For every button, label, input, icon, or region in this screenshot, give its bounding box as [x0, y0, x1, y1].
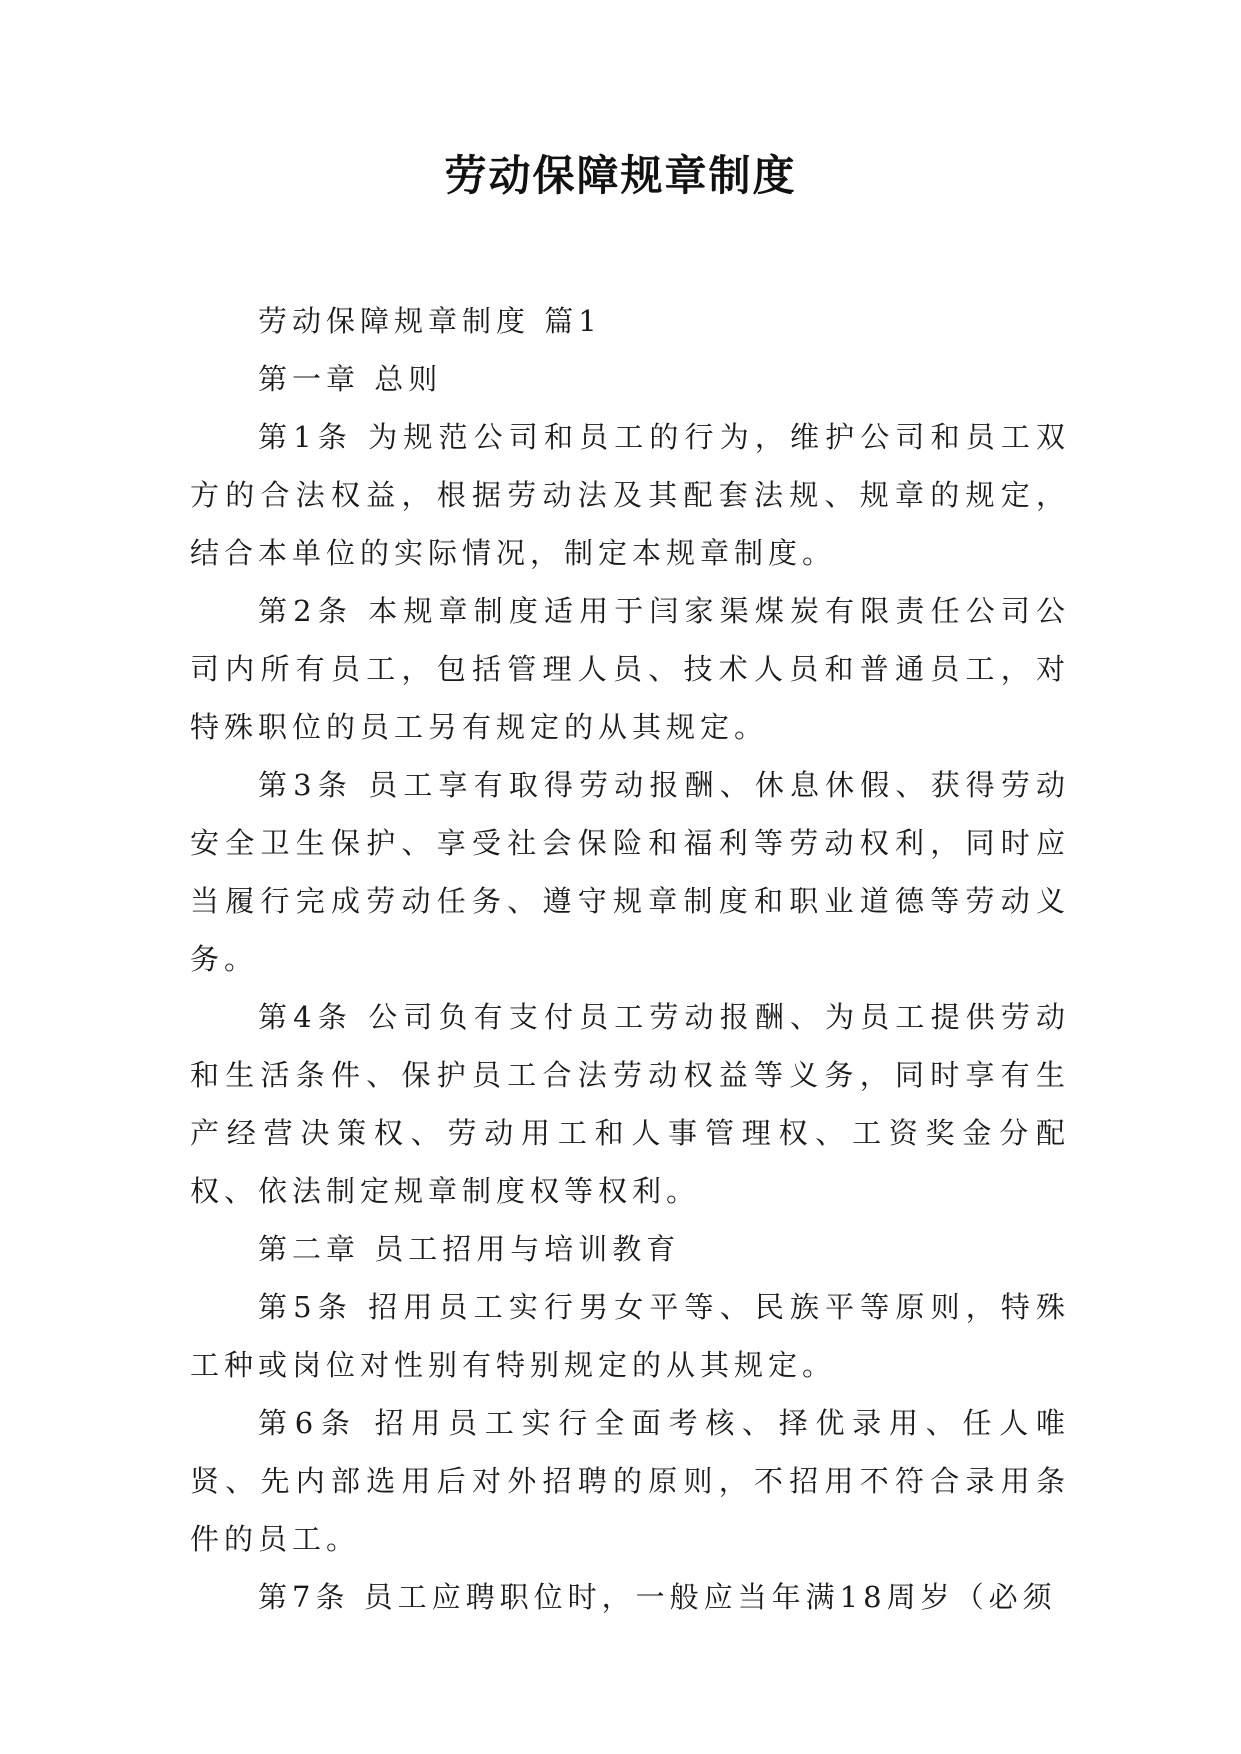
article-paragraph: 第2条 本规章制度适用于闫家渠煤炭有限责任公司公司内所有员工，包括管理人员、技术人员和普通员工，对特殊职位的员工另有规定的从其规定。	[190, 594, 1070, 744]
article-paragraph: 第3条 员工享有取得劳动报酬、休息休假、获得劳动安全卫生保护、享受社会保险和福利等劳动权利，同时应当履行完成劳动任务、遵守规章制度和职业道德等劳动义务。	[190, 768, 1070, 976]
article-paragraph: 第7条 员工应聘职位时，一般应当年满18周岁（必须	[258, 1580, 1057, 1614]
section-heading: 劳动保障规章制度 篇1	[258, 304, 602, 338]
document-title: 劳动保障规章制度	[444, 151, 797, 200]
article-paragraph: 第4条 公司负有支付员工劳动报酬、为员工提供劳动和生活条件、保护员工合法劳动权益等义务，同时享有生产经营决策权、劳动用工和人事管理权、工资奖金分配权、依法制定规章制度权等权利。	[190, 1000, 1070, 1208]
article-paragraph: 第6条 招用员工实行全面考核、择优录用、任人唯贤、先内部选用后对外招聘的原则，不招用不符合录用条件的员工。	[190, 1406, 1070, 1556]
article-paragraph: 第5条 招用员工实行男女平等、民族平等原则，特殊工种或岗位对性别有特别规定的从其规定。	[190, 1290, 1070, 1382]
document-body	[190, 292, 1070, 1626]
article-paragraph: 第1条 为规范公司和员工的行为，维护公司和员工双方的合法权益，根据劳动法及其配套法规、规章的规定，结合本单位的实际情况，制定本规章制度。	[190, 420, 1070, 570]
chapter-heading: 第二章 员工招用与培训教育	[258, 1232, 681, 1266]
chapter-heading: 第一章 总则	[258, 362, 443, 396]
